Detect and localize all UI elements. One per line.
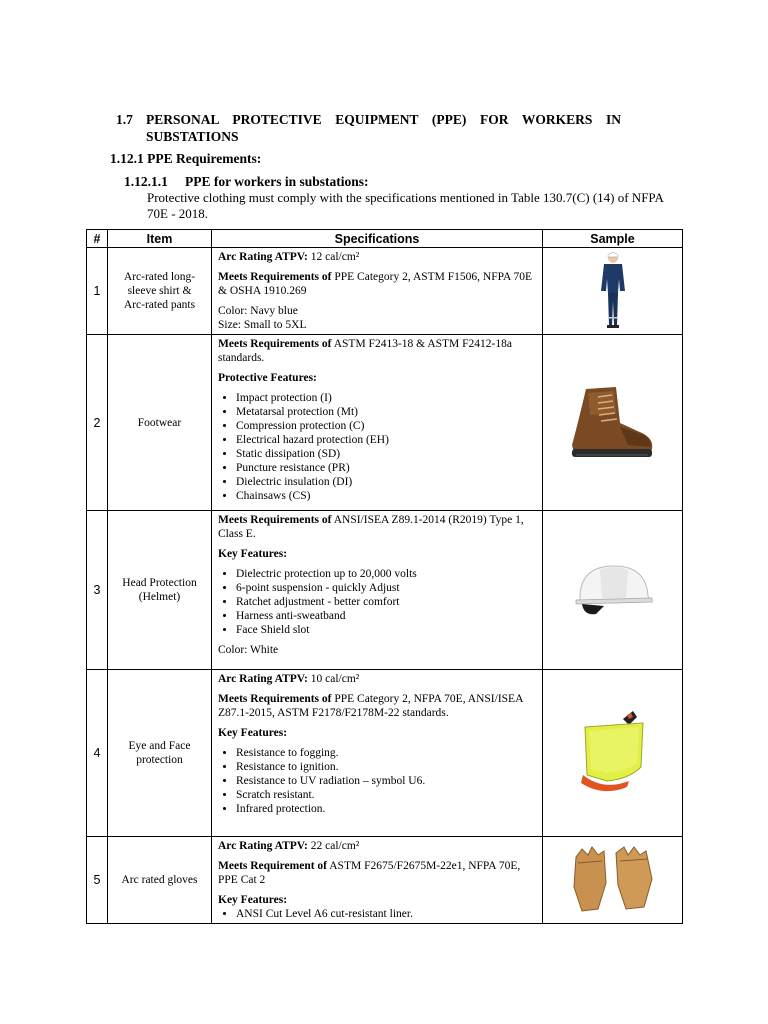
table-row: [87, 248, 683, 335]
safety-boot-icon: [568, 383, 658, 463]
table-row: [87, 335, 683, 511]
row-number: 1: [87, 248, 108, 335]
section-title-line1: PERSONAL PROTECTIVE EQUIPMENT (PPE) FOR WORKERS IN: [146, 112, 621, 127]
list-item: • Puncture resistance (PR): [236, 461, 536, 475]
features-list: [218, 907, 536, 921]
list-item: • Static dissipation (SD): [236, 447, 536, 461]
features-list: [218, 567, 536, 637]
list-item: • Impact protection (I): [236, 391, 536, 405]
row-number: 2: [87, 335, 108, 511]
size-text: Size: Small to 5XL: [218, 319, 307, 331]
row-specifications: [212, 248, 543, 335]
section-number: 1.7: [116, 112, 133, 127]
arc-rating-label: Arc Rating ATPV:: [218, 673, 308, 685]
features-label: Key Features:: [218, 548, 288, 560]
meets-value: PPE Category 2, NFPA 70E, ANSI/ISEA Z87.1-2015, ASTM F2178/F2178M-22 standards.: [218, 693, 523, 719]
features-label: Key Features:: [218, 727, 288, 739]
meets-label: Meets Requirements of: [218, 338, 332, 350]
row-specifications: [212, 511, 543, 670]
row-sample: [543, 248, 683, 335]
header-num: #: [87, 230, 108, 248]
table-row: [87, 670, 683, 837]
row-item: Arc rated gloves: [108, 837, 212, 924]
meets-label: Meets Requirements of: [218, 514, 332, 526]
list-item: • Infrared protection.: [236, 802, 536, 816]
table-header-row: [87, 230, 683, 248]
row-sample: [543, 837, 683, 924]
worker-coverall-icon: [593, 251, 633, 331]
meets-label: Meets Requirements of: [218, 271, 332, 283]
features-list: [218, 391, 536, 503]
list-item: • Ratchet adjustment - better comfort: [236, 595, 536, 609]
row-number: 4: [87, 670, 108, 837]
features-label: Protective Features:: [218, 372, 317, 384]
list-item: • Metatarsal protection (Mt): [236, 405, 536, 419]
features-label: Key Features:: [218, 894, 288, 906]
table-row: [87, 511, 683, 670]
meets-value: PPE Category 2, ASTM F1506, NFPA 70E & OSHA 1910.269: [218, 271, 533, 297]
header-sample: Sample: [543, 230, 683, 248]
list-item: • Harness anti-sweatband: [236, 609, 536, 623]
list-item: • Dielectric insulation (DI): [236, 475, 536, 489]
arc-rating-value: 22 cal/cm²: [307, 840, 360, 852]
row-item: Footwear: [108, 335, 212, 511]
row-item: Arc-rated long-sleeve shirt & Arc-rated pants: [108, 248, 212, 335]
row-item: Head Protection (Helmet): [108, 511, 212, 670]
list-item: • Resistance to fogging.: [236, 746, 536, 760]
leather-gloves-icon: [568, 843, 658, 917]
arc-rating-value: 10 cal/cm²: [307, 673, 360, 685]
row-number: 3: [87, 511, 108, 670]
header-specifications: Specifications: [212, 230, 543, 248]
list-item: • ANSI Cut Level A6 cut-resistant liner.: [236, 907, 536, 921]
meets-value: ASTM F2675/F2675M-22e1, NFPA 70E, PPE Cat 2: [218, 860, 521, 886]
list-item: • Chainsaws (CS): [236, 489, 536, 503]
hard-hat-icon: [570, 558, 656, 622]
row-specifications: [212, 670, 543, 837]
meets-value: ANSI/ISEA Z89.1-2014 (R2019) Type 1, Class E.: [218, 514, 524, 540]
arc-rating-label: Arc Rating ATPV:: [218, 251, 308, 263]
list-item: • Resistance to UV radiation – symbol U6.: [236, 774, 536, 788]
row-sample: [543, 335, 683, 511]
face-shield-icon: [573, 709, 653, 797]
subsection-heading: 1.12.1 PPE Requirements:: [110, 151, 262, 166]
section-title-line2: SUBSTATIONS: [146, 129, 239, 144]
list-item: • Scratch resistant.: [236, 788, 536, 802]
row-item: Eye and Face protection: [108, 670, 212, 837]
arc-rating-label: Arc Rating ATPV:: [218, 840, 308, 852]
row-specifications: [212, 837, 543, 924]
row-sample: [543, 670, 683, 837]
subsubsection-heading: [124, 174, 369, 190]
meets-label: Meets Requirements of: [218, 693, 332, 705]
meets-value: ASTM F2413-18 & ASTM F2412-18a standards.: [218, 338, 512, 364]
color-text: Color: Navy blue: [218, 305, 298, 317]
arc-rating-value: 12 cal/cm²: [307, 251, 360, 263]
color-text: Color: White: [218, 644, 279, 656]
row-specifications: [212, 335, 543, 511]
intro-paragraph: Protective clothing must comply with the specifications mentioned in Table 130.7(C) (14) of NFPA 70E - 2018.: [147, 190, 664, 221]
list-item: • Resistance to ignition.: [236, 760, 536, 774]
list-item: • Electrical hazard protection (EH): [236, 433, 536, 447]
header-item: Item: [108, 230, 212, 248]
ppe-table: [86, 229, 683, 924]
subsubsection-number: 1.12.1.1: [124, 174, 168, 189]
row-sample: [543, 511, 683, 670]
list-item: • Dielectric protection up to 20,000 volts: [236, 567, 536, 581]
subsubsection-title: PPE for workers in substations:: [185, 174, 369, 189]
row-number: 5: [87, 837, 108, 924]
features-list: [218, 746, 536, 816]
list-item: • 6-point suspension - quickly Adjust: [236, 581, 536, 595]
list-item: • Face Shield slot: [236, 623, 536, 637]
list-item: • Compression protection (C): [236, 419, 536, 433]
table-row: [87, 837, 683, 924]
meets-label: Meets Requirement of: [218, 860, 328, 872]
